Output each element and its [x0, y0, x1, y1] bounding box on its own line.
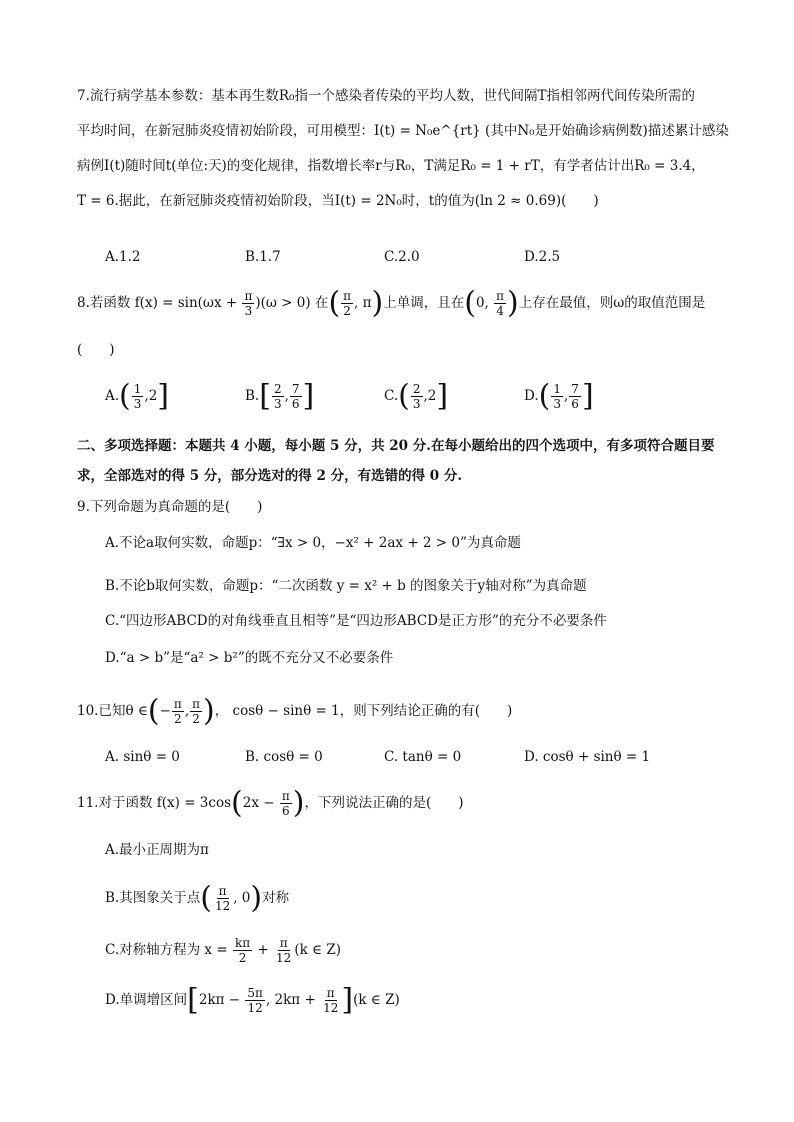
q11-c-plus: + [253, 942, 274, 958]
q11-c-pre: C.对称轴方程为 x = [105, 942, 232, 958]
q8-d-open: ( [538, 378, 551, 414]
q8-d-frac1 [551, 382, 563, 411]
q8-paren: ( ) [77, 342, 115, 358]
q11-prefix: 11.对于函数 f(x) = 3cos [77, 795, 232, 811]
q8-func: f(x) = sin(ωx + [134, 295, 242, 311]
q9-option-b: B.不论b取何实数，命题p：“二次函数 y = x² + b 的图象关于y轴对称”为真命题 [105, 578, 587, 594]
q11-option-c [105, 932, 341, 968]
q8-open-paren-2: ( [464, 285, 476, 321]
q11-d-twelve1: 12 [247, 1001, 263, 1015]
q8-a-open: ( [119, 378, 131, 414]
q10-option-a: A. sinθ = 0 [105, 749, 180, 765]
q8-a-comma: , [144, 388, 149, 404]
q8-a-num: 1 [133, 382, 142, 396]
q8-a-label: A. [105, 388, 120, 404]
q11-d-b: , 2kπ + [265, 992, 321, 1008]
q8-b-open: [ [259, 378, 271, 414]
q11-inner: 2x − [242, 795, 279, 811]
q8-d-close: ] [581, 378, 594, 414]
q10-two1: 2 [174, 712, 182, 726]
q8-prefix: 8.若函数 [77, 295, 131, 311]
q7-option-a: A.1.2 [105, 249, 141, 265]
q11-b-twelve: 12 [214, 899, 231, 913]
q8-d-label: D. [524, 388, 539, 404]
q11-close: ) [292, 785, 305, 821]
q8-a-second: 2 [148, 388, 158, 404]
q8-option-c [384, 378, 448, 414]
q8-b-label: B. [245, 388, 260, 404]
q11-b-pre: B.其图象关于点 [105, 890, 201, 906]
q10-rest: ， cosθ − sinθ = 1，则下列结论正确的有( ) [214, 703, 513, 719]
q11-c-frac2 [274, 936, 293, 965]
q10-pi2: π [192, 697, 200, 711]
q10-neg: − [159, 703, 171, 719]
q7-line-1: 7.流行病学基本参数：基本再生数R₀指一个感染者传染的平均人数，世代间隔T指相邻两代间传染所需的 [77, 88, 695, 104]
q11-d-twelve2: 12 [323, 1001, 339, 1015]
q8-c-close: ] [436, 378, 449, 414]
q8-zero: 0, [475, 295, 494, 311]
q8-close-paren-2: ) [507, 285, 519, 321]
q8-c-second: 2 [427, 388, 437, 404]
q8-pi-over-2 [341, 289, 353, 318]
q11-d-pi: π [326, 986, 335, 1000]
q8-b-comma: , [284, 388, 289, 404]
q7-line-2: 平均时间，在新冠肺炎疫情初始阶段，可用模型：I(t) = N₀e^{rt} (其中N₀是开始确诊病例数)描述累计感染 [77, 123, 729, 139]
q11-c-pi: π [279, 936, 288, 950]
q7-line-4: T = 6.据此，在新冠肺炎疫情初始阶段，当I(t) = 2N₀时，t的值为(ln 2 ≈ 0.69)( ) [77, 193, 599, 209]
q10-two2: 2 [192, 712, 200, 726]
q8-c-open: ( [398, 378, 410, 414]
q8-d-num2: 7 [571, 382, 579, 396]
q11-d-frac2 [321, 986, 340, 1015]
q8-c-den: 3 [412, 397, 421, 411]
q10-option-b: B. cosθ = 0 [245, 749, 323, 765]
q8-d-num1: 1 [553, 382, 561, 396]
q8-comma-pi: , π [354, 295, 372, 311]
q11-d-open: [ [187, 982, 199, 1018]
section2-heading-2: 求，全部选对的得 5 分，部分选对的得 2 分，有选错的得 0 分. [77, 468, 463, 484]
q10-option-c: C. tanθ = 0 [384, 749, 462, 765]
q11-option-b [105, 880, 289, 916]
q10-frac2 [190, 697, 202, 726]
q11-c-twelve: 12 [276, 951, 292, 965]
q8-b-den1: 3 [273, 397, 282, 411]
q8-a-close: ] [157, 378, 170, 414]
q11-frac [280, 789, 292, 818]
q11-d-frac1 [245, 986, 265, 1015]
q9-stem: 9.下列命题为真命题的是( ) [77, 499, 263, 515]
q8-b-num2: 7 [291, 382, 300, 396]
q10-close: ) [203, 693, 215, 729]
q8-d-frac2 [569, 382, 581, 411]
q8-pi-over-3 [242, 289, 254, 318]
q8-c-label: C. [384, 388, 399, 404]
q11-b-close: ) [250, 880, 263, 916]
q11-d-post: (k ∈ Z) [353, 992, 400, 1008]
q11-b-post: 对称 [262, 890, 290, 906]
q11-b-zero: , 0 [233, 890, 251, 906]
q11-c-kpi: kπ [234, 936, 251, 950]
q11-rest: ，下列说法正确的是( ) [304, 795, 464, 811]
q11-b-pi: π [218, 884, 227, 898]
q8-suffix: 上存在最值，则ω的取值范围是 [518, 295, 706, 311]
q10-open: ( [147, 693, 160, 729]
q9-option-a: A.不论a取何实数，命题p：“∃x > 0，−x² + 2ax + 2 > 0”为真命题 [105, 535, 521, 551]
q8-c-frac [411, 382, 423, 411]
q11-c-post: (k ∈ Z) [294, 942, 341, 958]
q8-pi-2: π [343, 289, 352, 303]
q8-pi-over-4 [494, 289, 506, 318]
q8-open-paren-1: ( [328, 285, 341, 321]
q11-b-open: ( [200, 880, 212, 916]
q8-b-close: ] [302, 378, 315, 414]
q8-a-frac [132, 382, 144, 411]
q8-a-den: 3 [133, 397, 142, 411]
q10-pi1: π [173, 697, 182, 711]
q8-c-comma: , [423, 388, 428, 404]
q9-option-d: D.“a > b”是“a² > b²”的既不充分又不必要条件 [105, 650, 394, 666]
q8-d-den2: 6 [571, 397, 579, 411]
q7-line-3: 病例I(t)随时间t(单位:天)的变化规律，指数增长率r与R₀，T满足R₀ = 1 + rT，有学者估计出R₀ = 3.4， [77, 158, 705, 174]
q11-c-two: 2 [238, 951, 247, 965]
q11-d-a: 2kπ − [198, 992, 245, 1008]
q11-stem [77, 786, 464, 820]
q7-option-c: C.2.0 [384, 249, 420, 265]
section2-heading-1: 二、多项选择题：本题共 4 小题，每小题 5 分，共 20 分.在每小题给出的四个选项中，有多项符合题目要 [77, 438, 715, 454]
q8-b-den2: 6 [291, 397, 300, 411]
q8-d-den1: 3 [553, 397, 561, 411]
q8-pi-3: π [496, 289, 505, 303]
q11-d-close: ] [341, 982, 354, 1018]
q10-option-d: D. cosθ + sinθ = 1 [524, 749, 651, 765]
q8-close-paren-1: ) [371, 285, 384, 321]
q8-option-a [105, 378, 169, 414]
q11-open: ( [231, 785, 243, 821]
q8-cond: )(ω > 0) 在 [255, 295, 329, 311]
q10-frac1 [172, 697, 184, 726]
q11-d-pre: D.单调增区间 [105, 992, 188, 1008]
q10-prefix: 10.已知θ ∈ [77, 703, 148, 719]
q8-b-frac2 [290, 382, 302, 411]
q11-option-d [105, 982, 400, 1018]
q8-three: 3 [244, 304, 253, 318]
q11-c-frac1 [233, 936, 252, 965]
q11-d-5pi: 5π [247, 986, 263, 1000]
q8-four: 4 [496, 304, 504, 318]
q8-pi: π [244, 289, 253, 303]
q11-pi: π [281, 789, 290, 803]
q9-option-c: C.“四边形ABCD的对角线垂直且相等”是“四边形ABCD是正方形”的充分不必要条件 [105, 613, 607, 629]
q8-option-d [524, 378, 594, 414]
q11-six: 6 [281, 804, 290, 818]
q8-two: 2 [343, 304, 351, 318]
q10-stem: 10.已知θ ∈(− $\frac{\pi}{2}$ , $\frac{\pi}{2}$ )， cosθ − sinθ = 1，则下列结论正确的有( ) [77, 693, 513, 729]
q7-option-d: D.2.5 [524, 249, 561, 265]
q7-option-b: B.1.7 [245, 249, 281, 265]
q8-option-b [245, 378, 314, 414]
q8-mid: 上单调，且在 [383, 295, 465, 311]
q8-b-num1: 2 [273, 382, 282, 396]
q11-b-frac [213, 884, 232, 913]
q11-option-a: A.最小正周期为π [105, 842, 209, 858]
q8-stem [77, 285, 706, 321]
q8-b-frac1 [272, 382, 284, 411]
q8-d-comma: , [564, 388, 569, 404]
q8-c-num: 2 [412, 382, 421, 396]
